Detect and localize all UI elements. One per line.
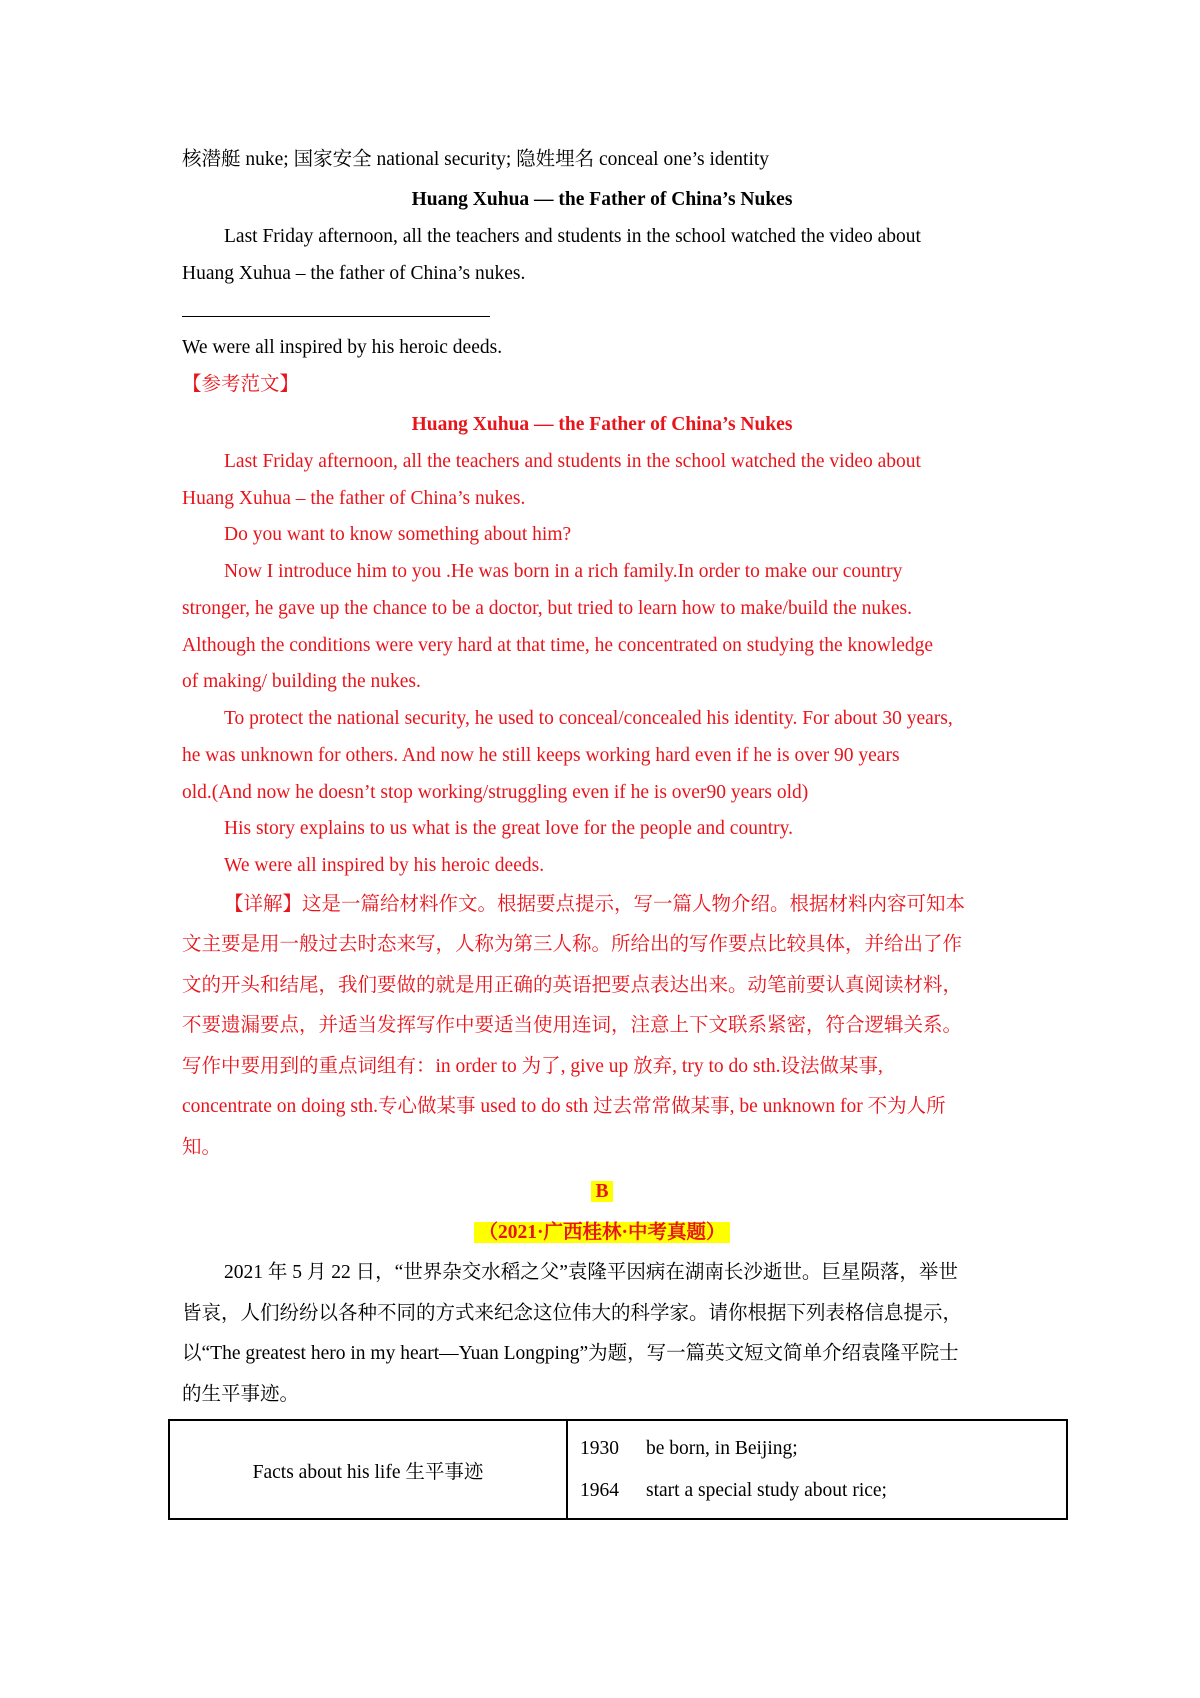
fact-text: be born, in Beijing; [646, 1437, 798, 1459]
analysis-line: concentrate on doing sth.专心做某事 used to do sth 过去常常做某事, be unknown for 不为人所 [182, 1096, 946, 1117]
fact-text: start a special study about rice; [646, 1479, 887, 1501]
model-answer-line: We were all inspired by his heroic deeds. [224, 855, 545, 876]
facts-header: Facts about his life 生平事迹 [252, 1461, 484, 1483]
section-heading [182, 1180, 1022, 1204]
model-answer-line: old.(And now he doesn’t stop working/struggling even if he is over90 years old) [182, 782, 809, 803]
model-answer-line: Last Friday afternoon, all the teachers and students in the school watched the video about [224, 451, 921, 472]
analysis-line: 写作中要用到的重点词组有：in order to 为了, give up 放弃, try to do sth.设法做某事, [182, 1056, 883, 1077]
analysis-line: 【详解】这是一篇给材料作文。根据要点提示，写一篇人物介绍。根据材料内容可知本 [224, 894, 966, 915]
model-answer-line: Now I introduce him to you .He was born in a rich family.In order to make our country [224, 561, 903, 582]
model-answer-line: stronger, he gave up the chance to be a doctor, but tried to learn how to make/build the nukes. [182, 598, 913, 619]
task-line: 2021 年 5 月 22 日，“世界杂交水稻之父”袁隆平因病在湖南长沙逝世。巨星陨落，举世 [224, 1262, 958, 1283]
fact-year: 1964 [580, 1479, 619, 1501]
analysis-line: 知。 [182, 1137, 222, 1158]
facts-table [168, 1419, 1068, 1520]
model-answer-line: To protect the national security, he used to conceal/concealed his identity. For about 30 years, [224, 708, 953, 729]
analysis-line: 不要遗漏要点，并适当发挥写作中要适当使用连词，注意上下文联系紧密，符合逻辑关系。 [182, 1015, 963, 1036]
fact-year: 1930 [580, 1437, 619, 1459]
fact-row [580, 1470, 1066, 1512]
task-line: 的生平事迹。 [182, 1384, 300, 1405]
question-source-label: （2021·广西桂林·中考真题） [474, 1222, 729, 1243]
prompt-opening-line: Last Friday afternoon, all the teachers and students in the school watched the video about [224, 226, 921, 247]
writing-blank-line [182, 316, 490, 317]
model-answer-line: of making/ building the nukes. [182, 671, 421, 692]
model-answer-label: 【参考范文】 [182, 374, 300, 395]
facts-header-cell [169, 1420, 567, 1519]
model-answer-line: His story explains to us what is the great love for the people and country. [224, 818, 793, 839]
prompt-title: Huang Xuhua — the Father of China’s Nukes [411, 189, 793, 210]
facts-list-cell [567, 1420, 1067, 1519]
analysis-line: 文的开头和结尾，我们要做的就是用正确的英语把要点表达出来。动笔前要认真阅读材料， [182, 975, 963, 996]
model-answer-line: Huang Xuhua – the father of China’s nukes. [182, 488, 526, 509]
model-answer-line: Although the conditions were very hard at that time, he concentrated on studying the knowledge [182, 635, 934, 656]
question-source [182, 1221, 1022, 1245]
prompt-closing-line: We were all inspired by his heroic deeds. [182, 337, 503, 358]
model-answer-line: Do you want to know something about him? [224, 524, 572, 545]
task-line: 皆哀，人们纷纷以各种不同的方式来纪念这位伟大的科学家。请你根据下列表格信息提示， [182, 1303, 963, 1324]
vocabulary-hint: 核潜艇 nuke; 国家安全 national security; 隐姓埋名 conceal one’s identity [182, 149, 770, 170]
prompt-opening-line: Huang Xuhua – the father of China’s nukes. [182, 263, 526, 284]
analysis-line: 文主要是用一般过去时态来写，人称为第三人称。所给出的写作要点比较具体，并给出了作 [182, 934, 963, 955]
fact-row [580, 1428, 1066, 1470]
model-answer-title: Huang Xuhua — the Father of China’s Nukes [411, 414, 793, 435]
task-line: 以“The greatest hero in my heart—Yuan Longping”为题，写一篇英文短文简单介绍袁隆平院士 [182, 1343, 959, 1364]
model-answer-line: he was unknown for others. And now he still keeps working hard even if he is over 90 years [182, 745, 900, 766]
section-letter: B [591, 1181, 612, 1202]
